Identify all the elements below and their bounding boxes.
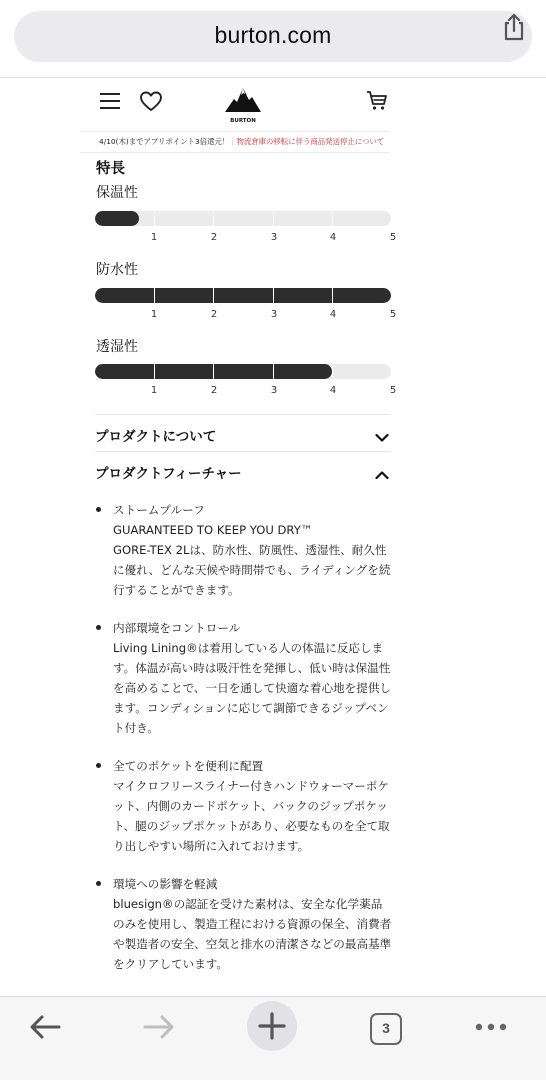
plus-icon [247, 1001, 297, 1051]
accordion-label: プロダクトについて [95, 429, 217, 445]
feature-title: ストームプルーフ [113, 503, 205, 517]
rating-scale [95, 232, 395, 246]
site-header [80, 78, 386, 130]
rating-tick [273, 288, 274, 303]
list-item [96, 756, 392, 856]
rating-tick [273, 364, 274, 379]
feature-label-warmth: 保温性 [96, 185, 138, 201]
scale-label: 4 [329, 385, 337, 396]
scale-label: 2 [210, 309, 218, 320]
scale-label: 5 [389, 385, 397, 396]
rating-scale [95, 385, 395, 399]
rating-scale [95, 309, 395, 323]
scale-label: 3 [270, 309, 278, 320]
rating-bar-warmth [95, 211, 391, 226]
browser-address-area [0, 0, 546, 78]
feature-description: bluesign®の認証を受けた素材は、安全な化学薬品のみを使用し、製造工程における資源の保全、消費者や製造者の安全、空気と排水の清潔さなどの最高基準をクリアしています。 [113, 897, 392, 971]
list-item [96, 618, 392, 738]
product-feature-list [96, 500, 392, 992]
scale-label: 1 [150, 232, 158, 243]
rating-tick [332, 364, 333, 379]
scale-label: 4 [329, 232, 337, 243]
rating-tick [332, 288, 333, 303]
scale-label: 3 [270, 232, 278, 243]
feature-description: マイクロフリースライナー付きハンドウォーマーポケット、内側のカードポケット、バックのジップポケット、腿のジップポケットがあり、必要なものを全て取り出しやすい場所に入れておけます。 [113, 779, 390, 853]
back-arrow-icon[interactable] [20, 1007, 70, 1047]
feature-description: GORE-TEX 2Lは、防水性、防風性、透湿性、耐久性に優れ、どんな天候や時間帯でも、ライディングを続行することができます。 [113, 543, 391, 597]
rating-tick [154, 288, 155, 303]
tab-count-button[interactable]: 3 [370, 1013, 402, 1045]
rating-bar-breathability [95, 364, 391, 379]
feature-description: Living Lining®は着用している人の体温に反応します。体温が高い時は吸汗性を発揮し、低い時は保温性を高めることで、一日を通して快適な着心地を提供します。コンディションに応じて調節できるジップベント付き。 [113, 641, 392, 735]
browser-toolbar [0, 996, 546, 1080]
scale-label: 3 [270, 385, 278, 396]
rating-tick [213, 211, 214, 226]
feature-label-breathability: 透湿性 [96, 339, 138, 355]
forward-arrow-icon[interactable] [134, 1007, 184, 1047]
scale-label: 1 [150, 309, 158, 320]
brand-wordmark: BURTON [230, 118, 256, 124]
accordion-product-about[interactable] [95, 414, 391, 451]
list-item [96, 874, 392, 974]
address-bar[interactable] [14, 11, 532, 62]
rating-tick [332, 211, 333, 226]
scale-label: 5 [389, 309, 397, 320]
features-title: 特長 [96, 161, 125, 177]
rating-fill [95, 211, 139, 226]
heart-icon[interactable] [139, 90, 163, 112]
promo-banner[interactable] [80, 131, 390, 153]
promo-points-text[interactable]: 4/10(木)までアプリポイント3倍還元！ [99, 137, 230, 146]
accordion-product-features[interactable] [95, 451, 391, 488]
feature-title: 全てのポケットを便利に配置 [113, 759, 264, 773]
cart-icon[interactable] [366, 90, 388, 112]
rating-bar-waterproof [95, 288, 391, 303]
feature-title: 内部環境をコントロール [113, 621, 241, 635]
chevron-down-icon [375, 428, 389, 438]
new-tab-button[interactable] [247, 1001, 297, 1051]
scale-label: 2 [210, 232, 218, 243]
hamburger-menu-icon[interactable] [100, 92, 122, 110]
rating-fill [95, 288, 391, 303]
chevron-up-icon [375, 465, 389, 475]
rating-tick [213, 288, 214, 303]
promo-separator: | [231, 137, 235, 146]
url-text: burton.com [214, 22, 332, 48]
burton-logo[interactable] [223, 82, 263, 124]
scale-label: 5 [389, 232, 397, 243]
promo-shipping-notice[interactable]: 物流倉庫の移転に伴う商品発送停止について [236, 137, 385, 146]
rating-tick [154, 364, 155, 379]
feature-title: 環境への影響を軽減 [113, 877, 218, 891]
list-item [96, 500, 392, 600]
more-options-icon[interactable] [466, 1007, 516, 1047]
scale-label: 4 [329, 309, 337, 320]
feature-subtitle: GUARANTEED TO KEEP YOU DRY™ [113, 523, 313, 537]
rating-tick [154, 211, 155, 226]
accordion-label: プロダクトフィーチャー [95, 466, 242, 482]
scale-label: 2 [210, 385, 218, 396]
feature-label-waterproof: 防水性 [96, 262, 138, 278]
scale-label: 1 [150, 385, 158, 396]
share-icon[interactable] [500, 12, 528, 40]
rating-tick [273, 211, 274, 226]
rating-tick [213, 364, 214, 379]
